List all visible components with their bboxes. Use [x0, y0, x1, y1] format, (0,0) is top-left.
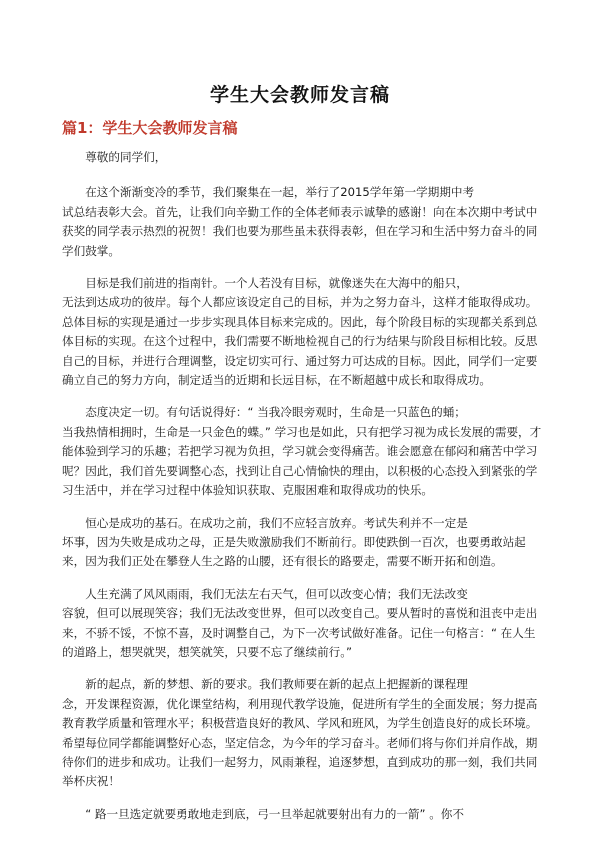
paragraph-text: “ 路一旦选定就要勇敢地走到底，弓一旦举起就要射出有力的一箭” 。你不 [85, 806, 464, 821]
paragraph-text: 新的起点，新的梦想、新的要求。我们教师要在新的起点上把握新的课程理 [85, 677, 468, 692]
document-body [62, 148, 546, 837]
paragraph-text: 无法到达成功的彼岸。每个人都应该设定自己的目标，并为之努力奋斗，这样才能取得成功。总体目标的实现是通过一步步实现具体目标来完成的。因此，每个阶段目标的实现都关系到总体目标的实现。在这个过程中，我们需要不断地检视自己的行为结果与阶段目标相比较。反思自己的目标，并进行合理调整，设定切实可行、通过努力可达成的目标。因此，同学们一定要确立自己的努力方向，制定适当的近期和长远目标，在不断超越中成长和取得成功。 [62, 295, 538, 388]
section-heading: 篇1：学生大会教师发言稿 [62, 119, 238, 137]
page-title: 学生大会教师发言稿 [209, 84, 390, 106]
paragraph-text: 坏事，因为失败是成功之母，正是失败激励我们不断前行。即使跌倒一百次，也要勇敢站起来，因为我们正处在攀登人生之路的山腰，还有很长的路要走，需要不断开拓和创造。 [62, 534, 526, 569]
paragraph-text: 人生充满了风风雨雨，我们无法左右天气，但可以改变心情；我们无法改变 [85, 586, 468, 601]
body-paragraph [62, 675, 546, 791]
body-paragraph [62, 514, 546, 572]
paragraph-text: 念，开发课程资源，优化课堂结构，利用现代教学设施，促进所有学生的全面发展；努力提高教育教学质量和管理水平；积极营造良好的教风、学风和班风，为学生创造良好的成长环境。希望每位同学都能调整好心态，坚定信念，为今年的学习奋斗。老师们将与你们并肩作战，期待你们的进步和成功。让我们一起努力，风雨兼程，追逐梦想，直到成功的那一刻，我们共同举杯庆祝！ [62, 696, 538, 789]
paragraph-text: 当我热情相拥时，生命是一只金色的蝶。” 学习也是如此，只有把学习视为成长发展的需要，才能体验到学习的乐趣；若把学习视为负担，学习就会变得痛苦。谁会愿意在郁闷和痛苦中学习呢？因此，我们首先要调整心态，找到让自己心情愉快的理由，以积极的心态投入到紧张的学习生活中，并在学习过程中体验知识获取、克服困难和取得成功的快乐。 [62, 424, 542, 498]
paragraph-text: 目标是我们前进的指南针。一个人若没有目标，就像迷失在大海中的船只， [85, 276, 468, 291]
body-paragraph [62, 274, 546, 390]
paragraph-text: 恒心是成功的基石。在成功之前，我们不应轻言放弃。考试失利并不一定是 [85, 515, 468, 530]
body-paragraph [62, 183, 546, 261]
paragraph-text: 在这个渐渐变冷的季节，我们聚集在一起，举行了2015学年第一学期期中考 [85, 185, 475, 200]
body-paragraph [62, 585, 546, 663]
greeting-paragraph [62, 148, 546, 167]
body-paragraph [62, 403, 546, 500]
body-paragraph [62, 805, 546, 824]
paragraph-text: 态度决定一切。有句话说得好：“ 当我冷眼旁观时，生命是一只蓝色的蛹； [85, 405, 466, 420]
paragraph-text: 容貌，但可以展现笑容；我们无法改变世界，但可以改变自己。要从暂时的喜悦和沮丧中走出来，不骄不馁，不惊不喜，及时调整自己，为下一次考试做好准备。记住一句格言：“ 在人生的道路上，想哭就哭，想笑就笑，只要不忘了继续前行。” [62, 606, 538, 659]
paragraph-text: 试总结表彰大会。首先，让我们向辛勤工作的全体老师表示诚挚的感谢！向在本次期中考试中获奖的同学表示热烈的祝贺！我们也要为那些虽未获得表彰，但在学习和生活中努力奋斗的同学们鼓掌。 [62, 204, 538, 258]
paragraph-text: 尊敬的同学们， [85, 150, 167, 164]
